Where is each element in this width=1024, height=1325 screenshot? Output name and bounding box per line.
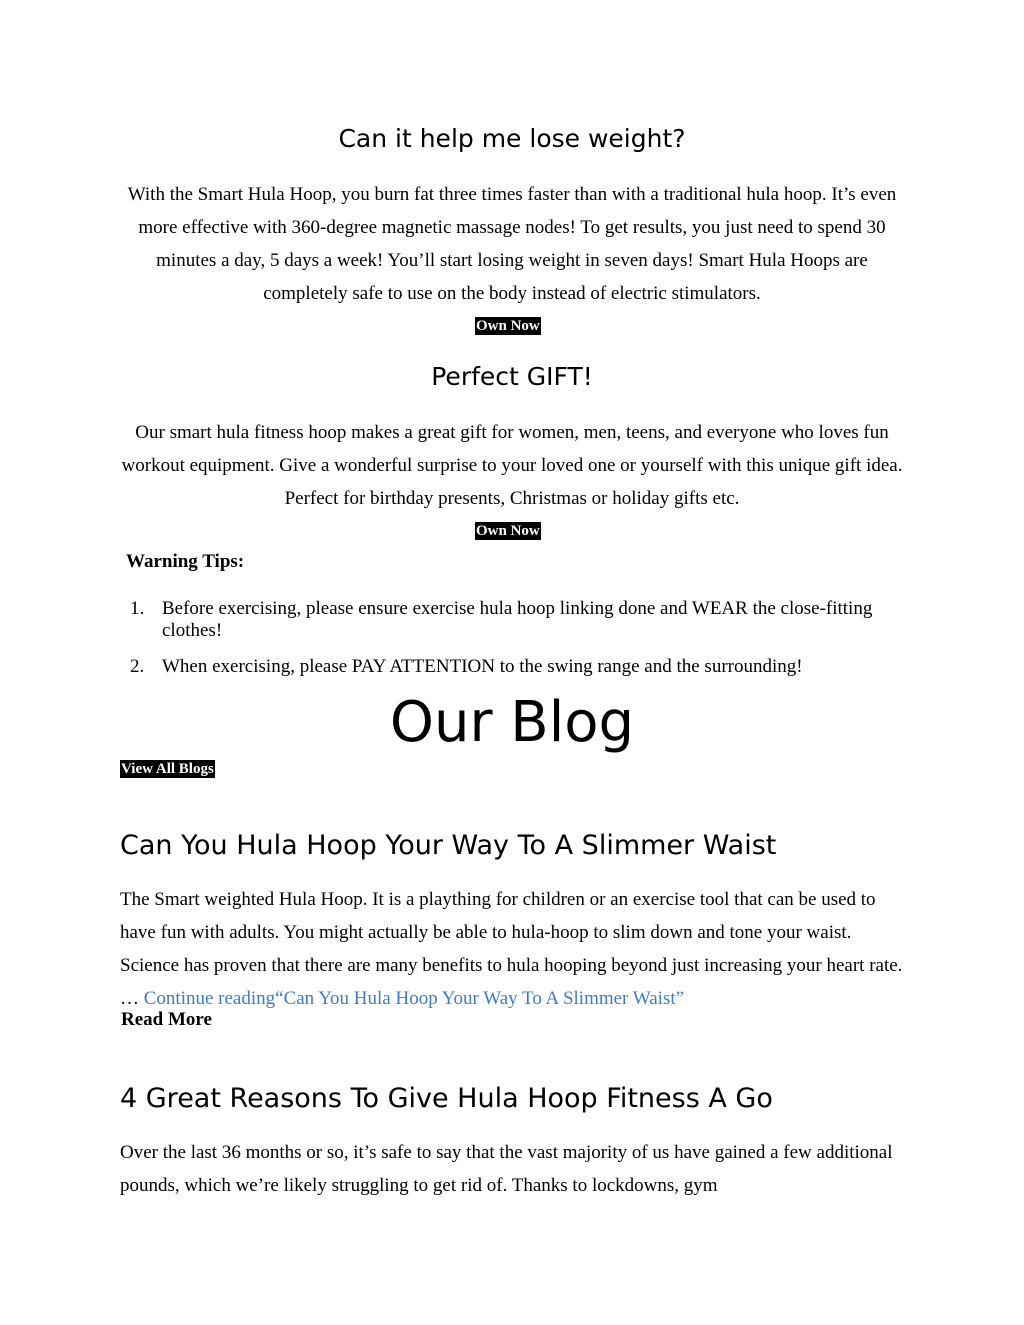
section-title-perfect-gift: Perfect GIFT! <box>431 362 593 391</box>
section-title-lose-weight: Can it help me lose weight? <box>338 124 686 153</box>
list-item-text: When exercising, please PAY ATTENTION to the swing range and the surrounding! <box>162 656 803 677</box>
list-item-text: Before exercising, please ensure exercise hula hoop linking done and WEAR the close-fitting clothes! <box>162 598 873 641</box>
blog-post-excerpt-2: Over the last 36 months or so, it’s safe to say that the vast majority of us have gained a few additional pounds, which we’re likely struggling to get rid of. Thanks to lockdowns, gym <box>120 1142 893 1196</box>
list-item <box>126 598 886 642</box>
list-item-number: 1. <box>130 598 145 619</box>
list-item <box>126 656 886 678</box>
blog-post-title-2[interactable]: 4 Great Reasons To Give Hula Hoop Fitness A Go <box>120 1083 773 1114</box>
own-now-button-1[interactable]: Own Now <box>476 318 540 334</box>
blog-post-excerpt-1 <box>120 883 910 1015</box>
view-all-blogs-button[interactable]: View All Blogs <box>121 761 214 777</box>
list-item-number: 2. <box>130 656 145 677</box>
warning-tips-list <box>126 598 886 692</box>
blog-post-title-1[interactable]: Can You Hula Hoop Your Way To A Slimmer Waist <box>120 830 777 861</box>
read-more-link[interactable]: Read More <box>121 1009 212 1030</box>
own-now-button-2[interactable]: Own Now <box>476 523 540 539</box>
continue-reading-link[interactable]: Continue reading“Can You Hula Hoop Your Way To A Slimmer Waist” <box>143 988 685 1009</box>
blog-title: Our Blog <box>389 690 635 755</box>
warning-tips-heading: Warning Tips: <box>126 551 245 572</box>
blog-post-excerpt-text: The Smart weighted Hula Hoop. It is a plaything for children or an exercise tool that can be used to have fun with adults. You might actually be able to hula-hoop to slim down and tone your waist. Science has proven that there are many benefits to hula hooping beyond just increasing your heart rate. … <box>120 889 903 1009</box>
section-body-perfect-gift: Our smart hula fitness hoop makes a great gift for women, men, teens, and everyone who loves fun workout equipment. Give a wonderful surprise to your loved one or yourself with this unique gift idea. Perfect for birthday presents, Christmas or holiday gifts etc. <box>121 422 903 509</box>
section-body-lose-weight: With the Smart Hula Hoop, you burn fat three times faster than with a traditional hula hoop. It’s even more effective with 360-degree magnetic massage nodes! To get results, you just need to spend 30 minutes a day, 5 days a week! You’ll start losing weight in seven days! Smart Hula Hoops are completely safe to use on the body instead of electric stimulators. <box>127 184 897 304</box>
